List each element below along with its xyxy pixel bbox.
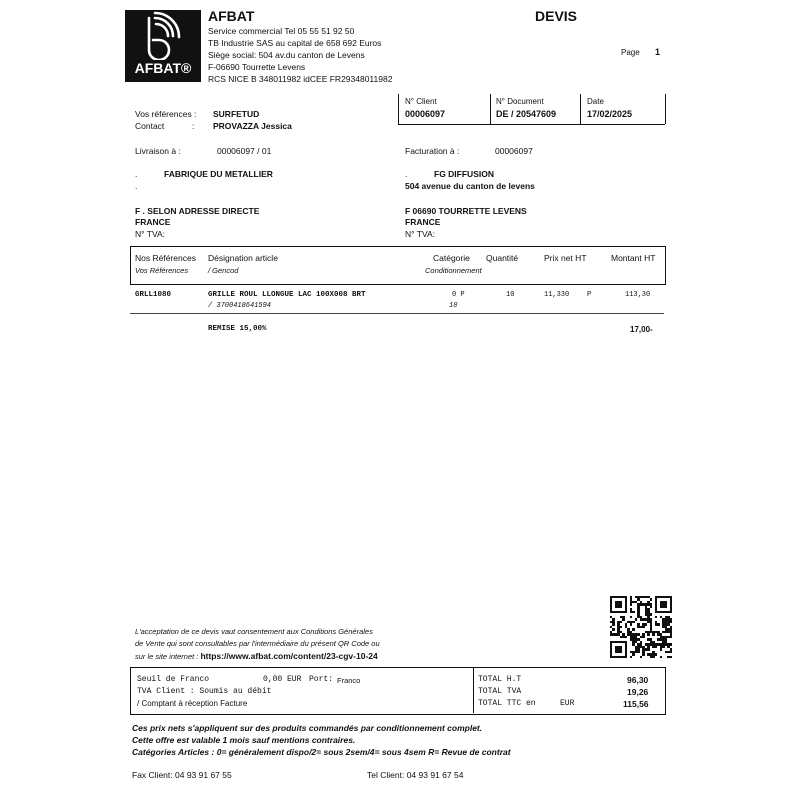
client-number: 00006097 [405,109,446,119]
refs-box-left [398,94,399,124]
total-ttc-currency: EUR [560,699,575,708]
remise-value: 17,00- [630,325,653,334]
livraison-dot-2: . [135,181,138,191]
facturation-dot: . [405,169,408,179]
cgv-line-3-prefix: sur le site internet : [135,652,201,661]
total-ht-value: 96,30 [627,675,649,685]
note-2: Cette offre est valable 1 mois sauf mentions contraires. [132,735,356,745]
contact-label: Contact [135,121,165,131]
facturation-city: F 06690 TOURRETTE LEVENS [405,206,527,216]
line-ref: GRLL1080 [135,291,172,299]
livraison-label: Livraison à : [135,146,181,156]
client-number-label: N° Client [405,97,437,106]
livraison-name: FABRIQUE DU METALLIER [164,169,273,179]
cgv-url-link[interactable]: https://www.afbat.com/content/23-cgv-10-24 [200,651,378,661]
facturation-address: 504 avenue du canton de levens [405,181,535,191]
fax-value: 04 93 91 67 55 [175,770,232,780]
remise-label: REMISE 15,00% [208,325,267,333]
vos-references-label: Vos références : [135,109,197,119]
line-conditionnement: 10 [449,302,458,310]
company-name: AFBAT [208,8,255,24]
logo-wordmark: AFBAT® [134,60,192,76]
col-quantite: Quantité [486,253,519,263]
line-categorie: 0 P [452,291,465,299]
col-vos-references: Vos Références [135,266,189,275]
totals-divider [473,667,474,713]
col-montant: Montant HT [611,253,656,263]
document-date: 17/02/2025 [587,109,633,119]
company-line-2: TB Industrie SAS au capital de 658 692 Euros [208,38,382,48]
refs-box-divider-1 [490,94,491,124]
line-montant: 113,30 [625,291,651,299]
col-categorie: Catégorie [433,253,470,263]
facturation-tva: N° TVA: [405,229,436,239]
fax-client [132,770,232,780]
qr-module [670,656,672,658]
row-separator [130,313,664,314]
company-line-4: F-06690 Tourrette Levens [208,62,306,72]
company-line-5: RCS NICE B 348011982 idCEE FR29348011982 [208,74,393,84]
qr-code-icon [610,596,672,658]
refs-box-divider-2 [580,94,581,124]
fax-label: Fax Client: [132,770,173,780]
note-1: Ces prix nets s'appliquent sur des produits commandés par conditionnement complet. [132,723,483,733]
cgv-line-1: L'acceptation de ce devis vaut consentement aux Conditions Générales [135,627,373,636]
col-conditionnement: Conditionnement [425,266,482,275]
tva-client: TVA Client : Soumis au débit [137,687,272,696]
livraison-value: 00006097 / 01 [217,146,272,156]
facturation-label: Facturation à : [405,146,460,156]
livraison-country: FRANCE [135,217,171,227]
line-prix-unit: P [587,291,592,299]
facturation-country: FRANCE [405,217,441,227]
page-number: 1 [655,47,661,57]
line-prix: 11,330 [544,291,570,299]
document-number-label: N° Document [496,97,544,106]
contact-colon: : [192,121,195,131]
company-line-3: Siège social: 504 av.du canton de Levens [208,50,365,60]
line-designation: GRILLE ROUL LLONGUE LAC 100X008 BRT [208,291,366,299]
refs-box-bottom [398,124,665,125]
livraison-address: F . SELON ADRESSE DIRECTE [135,206,260,216]
facturation-value: 00006097 [495,146,533,156]
col-nos-references: Nos Références [135,253,196,263]
contact-value: PROVAZZA Jessica [213,121,292,131]
payment-terms: / Comptant à réception Facture [137,699,248,708]
total-ht-label: TOTAL H.T [478,675,522,684]
facturation-name: FG DIFFUSION [434,169,494,179]
cgv-line-3 [135,651,378,661]
total-tva-label: TOTAL TVA [478,687,522,696]
col-prix: Prix net HT [544,253,587,263]
total-ttc-label: TOTAL TTC en [478,699,536,708]
line-gencod: / 3700418641594 [208,302,272,310]
tel-client [367,770,463,780]
port-label: Port: [309,675,334,684]
franco-value: 0,00 EUR [263,675,302,684]
date-label: Date [587,97,604,106]
total-ttc-value: 115,56 [623,699,649,709]
port-value: Franco [337,676,361,685]
tel-value: 04 93 91 67 54 [406,770,464,780]
livraison-tva: N° TVA: [135,229,166,239]
note-3: Catégories Articles : 0= généralement dispo/2= sous 2sem/4= sous 4sem R= Revue de contrat [132,747,511,757]
page-label: Page [621,48,640,57]
tel-label: Tel Client: [367,770,405,780]
refs-box-right [665,94,666,124]
afbat-logo-icon [125,10,201,82]
franco-label: Seuil de Franco [137,675,210,684]
document-title: DEVIS [535,8,578,24]
company-line-1: Service commercial Tel 05 55 51 92 50 [208,26,355,36]
line-quantite: 10 [506,291,515,299]
cgv-line-2: de Vente qui sont consultables par l'intermédiaire du présent QR Code ou [135,639,380,648]
col-gencod: / Gencod [208,266,239,275]
document-number: DE / 20547609 [496,109,557,119]
col-designation: Désignation article [208,253,278,263]
total-tva-value: 19,26 [627,687,649,697]
vos-references-value: SURFETUD [213,109,260,119]
livraison-dot-1: . [135,169,138,179]
